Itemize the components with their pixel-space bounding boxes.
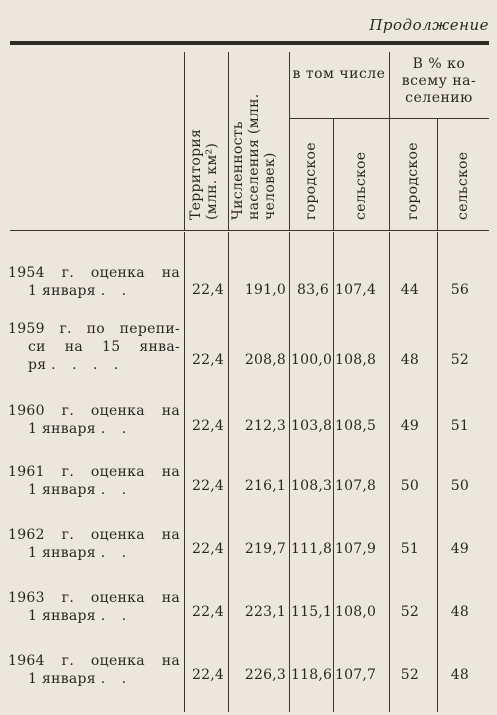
pct-rural-cell: 48 (450, 604, 469, 620)
urban-cell: 103,8 (291, 418, 333, 434)
header-percent: В % ко всему на- селению (401, 56, 477, 106)
row-label: 1961 г. оценка на 1 января . . (8, 464, 180, 499)
header-bottom-rule (10, 230, 489, 231)
header-divider (437, 118, 438, 230)
column-divider (184, 232, 185, 712)
pct-urban-cell: 49 (400, 418, 419, 434)
header-urban: городское (303, 142, 319, 220)
territory-cell: 22,4 (192, 667, 224, 683)
header-population: Численность населения (млн. человек) (230, 93, 279, 220)
population-cell: 212,3 (244, 418, 286, 434)
header-pct-urban: городское (405, 142, 421, 220)
row-label: 1959 г. по перепи- си на 15 янва- ря . . . . (8, 321, 180, 374)
pct-rural-cell: 48 (450, 667, 469, 683)
header-of-which: в том числе (292, 66, 386, 82)
header-pct-rural: сельское (455, 151, 471, 220)
subheader-rule (389, 118, 489, 119)
row-label: 1962 г. оценка на 1 января . . (8, 527, 180, 562)
header-divider (228, 52, 229, 230)
column-divider (437, 232, 438, 712)
urban-cell: 111,8 (291, 541, 333, 557)
pct-urban-cell: 44 (400, 282, 419, 298)
pct-urban-cell: 51 (400, 541, 419, 557)
rural-cell: 107,7 (335, 667, 377, 683)
row-label: 1954 г. оценка на 1 января . . (8, 265, 180, 300)
rural-cell: 107,4 (335, 282, 377, 298)
subheader-rule (289, 118, 389, 119)
rural-cell: 108,0 (335, 604, 377, 620)
territory-cell: 22,4 (192, 352, 224, 368)
row-label: 1964 г. оценка на 1 января . . (8, 653, 180, 688)
territory-cell: 22,4 (192, 478, 224, 494)
pct-urban-cell: 52 (400, 604, 419, 620)
header-territory: Территория (млн. км²) (188, 128, 221, 220)
rural-cell: 108,5 (335, 418, 377, 434)
population-cell: 216,1 (244, 478, 286, 494)
urban-cell: 83,6 (297, 282, 329, 298)
column-divider (333, 232, 334, 712)
pct-rural-cell: 52 (450, 352, 469, 368)
row-label: 1960 г. оценка на 1 января . . (8, 403, 180, 438)
top-rule (10, 41, 489, 45)
pct-rural-cell: 56 (450, 282, 469, 298)
column-divider (389, 232, 390, 712)
header-divider (184, 52, 185, 230)
territory-cell: 22,4 (192, 418, 224, 434)
urban-cell: 108,3 (291, 478, 333, 494)
column-divider (228, 232, 229, 712)
rural-cell: 107,9 (335, 541, 377, 557)
population-cell: 226,3 (244, 667, 286, 683)
pct-urban-cell: 50 (400, 478, 419, 494)
population-cell: 191,0 (244, 282, 286, 298)
header-divider (333, 118, 334, 230)
pct-urban-cell: 48 (400, 352, 419, 368)
urban-cell: 115,1 (291, 604, 333, 620)
pct-rural-cell: 49 (450, 541, 469, 557)
rural-cell: 108,8 (335, 352, 377, 368)
pct-rural-cell: 50 (450, 478, 469, 494)
rural-cell: 107,8 (335, 478, 377, 494)
urban-cell: 100,0 (291, 352, 333, 368)
territory-cell: 22,4 (192, 541, 224, 557)
territory-cell: 22,4 (192, 604, 224, 620)
pct-rural-cell: 51 (450, 418, 469, 434)
population-cell: 223,1 (244, 604, 286, 620)
territory-cell: 22,4 (192, 282, 224, 298)
population-cell: 208,8 (244, 352, 286, 368)
population-cell: 219,7 (244, 541, 286, 557)
pct-urban-cell: 52 (400, 667, 419, 683)
urban-cell: 118,6 (291, 667, 333, 683)
continuation-label: Продолжение (369, 16, 489, 34)
column-divider (289, 232, 290, 712)
row-label: 1963 г. оценка на 1 января . . (8, 590, 180, 625)
header-rural: сельское (353, 151, 369, 220)
